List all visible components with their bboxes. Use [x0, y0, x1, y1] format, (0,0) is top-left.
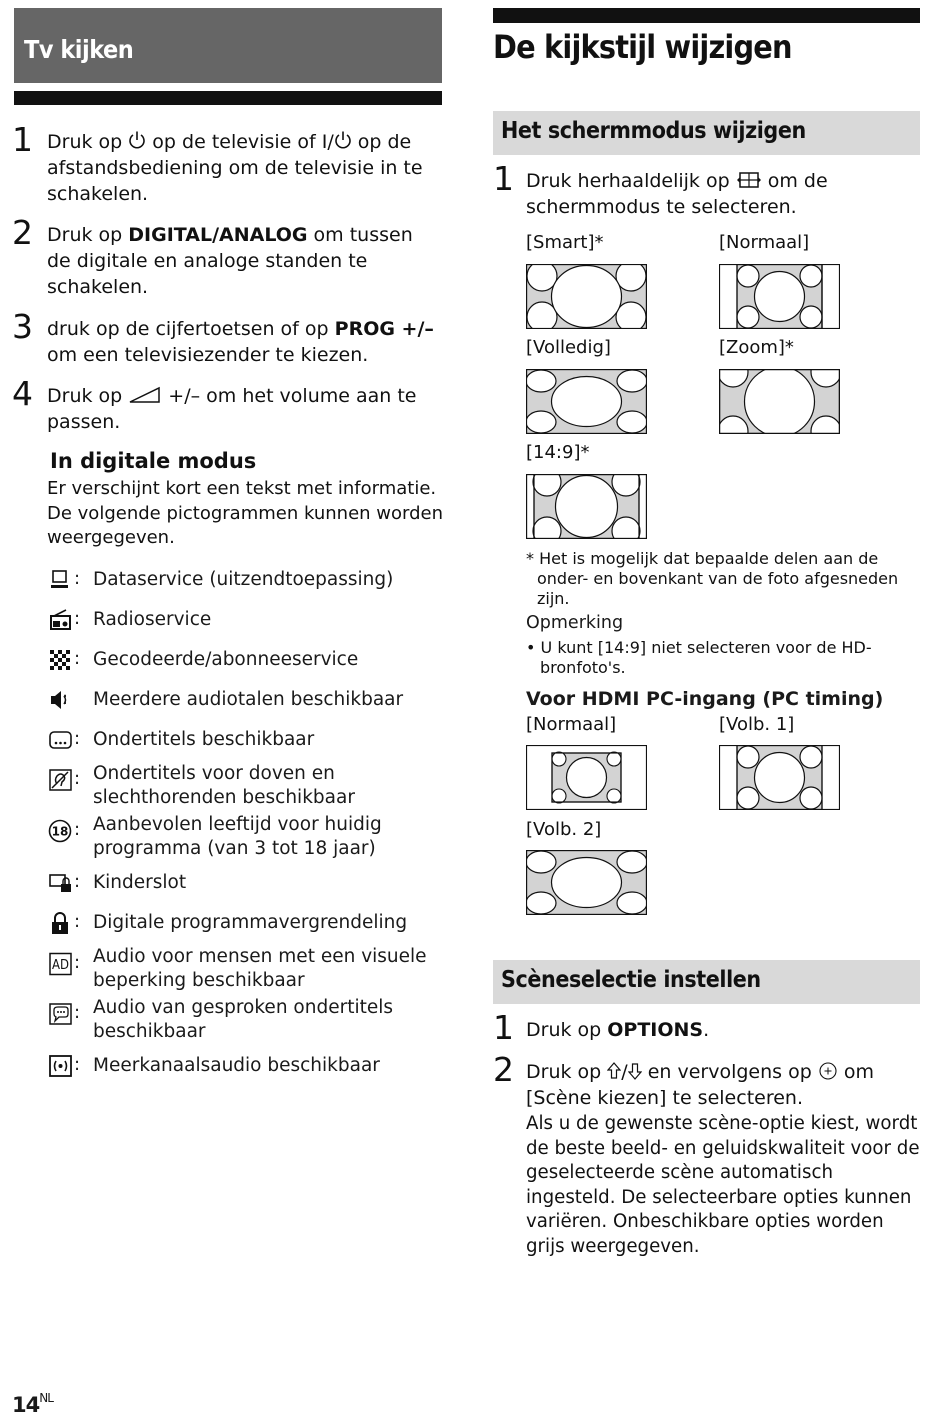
- step-number: 1: [12, 120, 33, 159]
- colon: :: [74, 728, 81, 749]
- icon-description: Ondertitels beschikbaar: [93, 729, 315, 750]
- colon: :: [74, 1002, 81, 1023]
- step-text-part: Druk op: [47, 385, 129, 407]
- step-text-part: .: [703, 1019, 710, 1041]
- step-text: [47, 316, 442, 368]
- step-text: Druk op / en vervolgens op om [Scène kiezen] te selecteren.: [526, 1061, 875, 1109]
- left-header: [14, 8, 442, 96]
- step-text-part: om de schermmodus te selecteren.: [526, 170, 828, 218]
- left-header-title: Tv kijken: [24, 35, 134, 64]
- colon: :: [62, 688, 69, 709]
- down-arrow-icon: [628, 1062, 642, 1080]
- mode-label: [Zoom]*: [719, 337, 794, 358]
- icon-description: Dataservice (uitzendtoepassing): [93, 569, 394, 590]
- section-header: [493, 960, 920, 1004]
- digital-mode-title: In digitale modus: [50, 449, 257, 473]
- power-icon: [128, 130, 146, 150]
- step-number: 1: [493, 159, 514, 198]
- digital-mode-text: Er verschijnt kort een tekst met informatie. De volgende pictogrammen kunnen worden weergegeven.: [47, 478, 443, 548]
- multi-audio-icon: [48, 688, 74, 712]
- step-number: 2: [493, 1050, 514, 1089]
- step-text-part: Druk op: [526, 1019, 608, 1041]
- step-text: [526, 168, 916, 220]
- step-text-part: en vervolgens op: [641, 1061, 818, 1083]
- pc-full2-mode-diagram: [526, 850, 647, 915]
- subtitle-icon: [48, 728, 74, 752]
- colon: :: [74, 911, 81, 932]
- colon: :: [74, 1054, 81, 1075]
- up-arrow-icon: [607, 1062, 621, 1080]
- scrambled-icon: [48, 648, 74, 672]
- step-text-part: op de televisie of I/: [146, 131, 334, 153]
- step-text-part: om tussen de digitale en analoge standen te schakelen.: [47, 224, 413, 298]
- step-text-part: druk op de cijfertoetsen of op: [47, 318, 335, 340]
- colon: :: [74, 819, 81, 840]
- section-title: Scèneselectie instellen: [501, 967, 761, 993]
- step-text-part: op de afstandsbediening om de televisie in te schakelen.: [47, 131, 423, 205]
- colon: :: [74, 648, 81, 669]
- left-header-rule: [14, 91, 442, 105]
- step-number: 1: [493, 1008, 514, 1047]
- age-rating-icon: [48, 819, 74, 843]
- colon: :: [74, 871, 81, 892]
- mode-label: [Normaal]: [719, 232, 810, 253]
- parental-lock-icon: [48, 871, 74, 895]
- volume-icon: [128, 386, 162, 404]
- zoom-mode-diagram: [719, 369, 840, 434]
- step-text-part: om een televisiezender te kiezen.: [47, 344, 369, 366]
- colon: :: [74, 608, 81, 629]
- padlock-icon: [48, 911, 74, 935]
- normal-mode-diagram: [719, 264, 840, 329]
- power-icon: [334, 130, 352, 150]
- icon-description: Radioservice: [93, 609, 212, 630]
- full-mode-diagram: [526, 369, 647, 434]
- step-text-part: [Scène kiezen] te selecteren.: [526, 1087, 803, 1109]
- data-service-icon: [48, 568, 74, 592]
- note-text: • U kunt [14:9] niet selecteren voor de HD-bronfoto's.: [526, 638, 872, 677]
- step-text-part: Druk op: [47, 224, 129, 246]
- enter-button-icon: [818, 1061, 838, 1081]
- icon-description: Gecodeerde/abonneeservice: [93, 649, 359, 670]
- mode-label: [Volb. 1]: [719, 714, 795, 735]
- icon-description: Meerdere audiotalen beschikbaar: [93, 689, 404, 710]
- pc-normal-mode-diagram: [526, 745, 647, 810]
- step-text-part: +/– om het volume aan te passen.: [47, 385, 417, 433]
- right-header-rule: [493, 8, 920, 23]
- step-text-part: Druk op: [47, 131, 129, 153]
- multichannel-icon: [48, 1054, 74, 1078]
- step-number: 4: [12, 374, 33, 413]
- icon-description: Audio van gesproken ondertitels beschikbaar: [93, 997, 394, 1042]
- icon-description: Meerkanaalsaudio beschikbaar: [93, 1055, 380, 1076]
- step-text: [47, 129, 442, 207]
- icon-description: Audio voor mensen met een visuele beperking beschikbaar: [93, 946, 427, 991]
- pc-full1-mode-diagram: [719, 745, 840, 810]
- section-title: Het schermmodus wijzigen: [501, 118, 806, 144]
- icon-description: Digitale programmavergrendeling: [93, 912, 408, 933]
- ad-label: AD: [51, 958, 70, 973]
- page-number-value: 14: [12, 1393, 40, 1417]
- step-text-part: om: [837, 1061, 875, 1083]
- wide-mode-icon: [736, 171, 762, 189]
- language-code: NL: [39, 1391, 53, 1405]
- audio-description-icon: [48, 952, 74, 976]
- mode-label: [Volb. 2]: [526, 819, 602, 840]
- button-name: OPTIONS: [607, 1019, 704, 1041]
- radio-icon: [48, 608, 74, 632]
- scene-description: Als u de gewenste scène-optie kiest, wordt de beste beeld- en geluidskwaliteit voor de geselecteerde scène automatisch ingesteld. De selecteerbare opties kunnen variëren. Onbeschikbare opties worden grijs weergegeven.: [526, 1113, 920, 1257]
- fourteen-nine-mode-diagram: [526, 474, 647, 539]
- button-name: PROG +/–: [334, 318, 434, 340]
- page-number: [12, 1393, 53, 1417]
- section-header: [493, 111, 920, 155]
- icon-description: Aanbevolen leeftijd voor huidig programma (van 3 tot 18 jaar): [93, 814, 382, 859]
- mode-label: [Normaal]: [526, 714, 617, 735]
- right-header-title: De kijkstijl wijzigen: [493, 28, 792, 66]
- footnote: * Het is mogelijk dat bepaalde delen aan de onder- en bovenkant van de foto afgesneden zijn.: [526, 549, 899, 608]
- step-text: [47, 222, 442, 300]
- spoken-subtitle-icon: [48, 1002, 74, 1026]
- button-name: DIGITAL/ANALOG: [128, 224, 308, 246]
- smart-mode-diagram: [526, 264, 647, 329]
- mode-label: [Volledig]: [526, 337, 611, 358]
- colon: :: [74, 768, 81, 789]
- hearing-impaired-icon: [48, 768, 74, 792]
- step-number: 2: [12, 213, 33, 252]
- step-text: [47, 383, 442, 435]
- age-rating-label: 18: [51, 824, 69, 839]
- step-text-part: Druk op: [526, 1061, 608, 1083]
- mode-label: [Smart]*: [526, 232, 604, 253]
- colon: :: [74, 952, 81, 973]
- icon-description: Ondertitels voor doven en slechthorenden beschikbaar: [93, 763, 355, 808]
- step-text-part: Druk herhaaldelijk op: [526, 170, 736, 192]
- pc-timing-title: Voor HDMI PC-ingang (PC timing): [526, 688, 884, 710]
- icon-description: Kinderslot: [93, 872, 187, 893]
- step-number: 3: [12, 307, 33, 346]
- mode-label: [14:9]*: [526, 442, 590, 463]
- step-text: [526, 1017, 916, 1043]
- note-title: Opmerking: [526, 613, 624, 633]
- colon: :: [74, 568, 81, 589]
